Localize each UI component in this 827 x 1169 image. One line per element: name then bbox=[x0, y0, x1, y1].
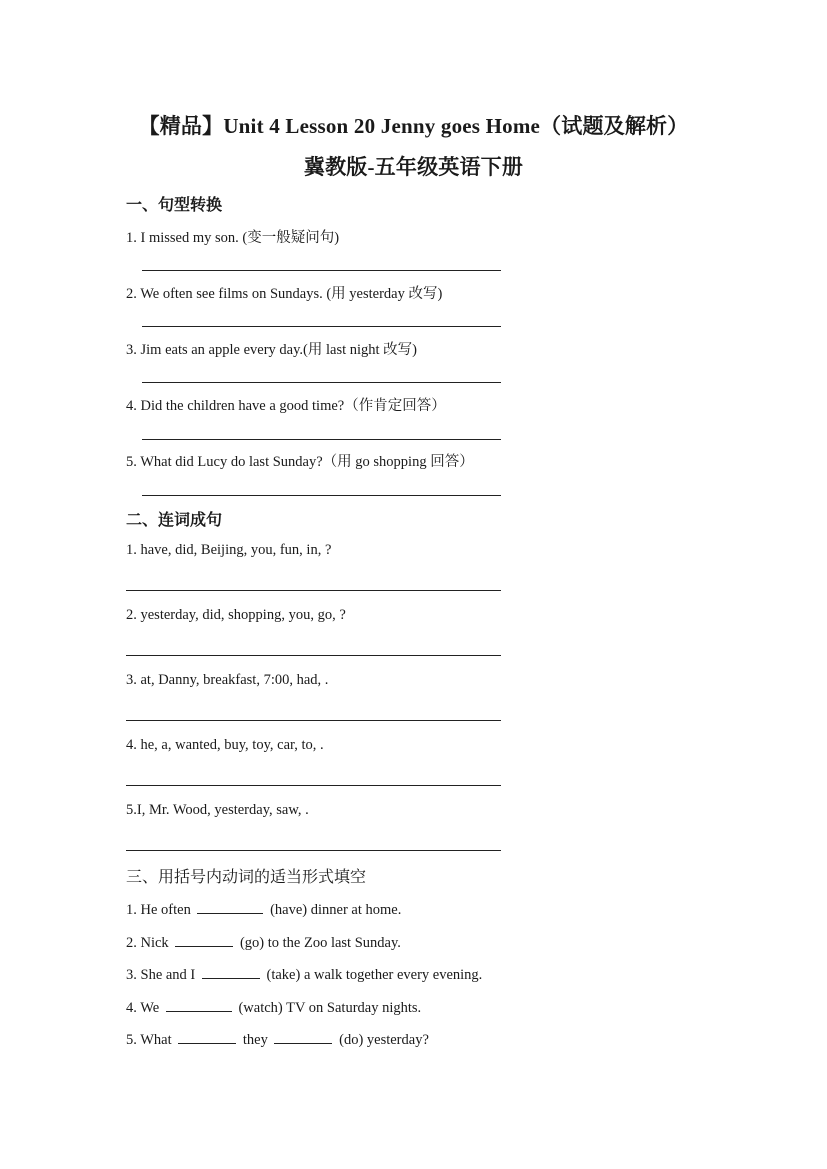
s2-answer-line-1[interactable] bbox=[126, 590, 501, 591]
s1-question-4: 4. Did the children have a good time?（作肯定回答） bbox=[126, 398, 446, 414]
s3-q5-after: (do) yesterday? bbox=[339, 1032, 429, 1048]
s3-q2-after: (go) to the Zoo last Sunday. bbox=[239, 935, 401, 951]
s1-answer-line-3[interactable] bbox=[142, 382, 501, 383]
s3-q5-before: 5. What bbox=[126, 1032, 172, 1048]
s3-question-2 bbox=[126, 932, 401, 952]
s1-question-3: 3. Jim eats an apple every day.(用 last night 改写) bbox=[126, 342, 417, 358]
s2-question-5: 5.I, Mr. Wood, yesterday, saw, . bbox=[126, 802, 309, 818]
s1-answer-line-5[interactable] bbox=[142, 495, 501, 496]
s2-question-3: 3. at, Danny, breakfast, 7:00, had, . bbox=[126, 672, 329, 688]
section1-heading: 一、句型转换 bbox=[126, 195, 223, 214]
s1-answer-line-2[interactable] bbox=[142, 326, 501, 327]
s3-q5-blank-2[interactable] bbox=[274, 1029, 332, 1044]
s2-answer-line-4[interactable] bbox=[126, 785, 501, 786]
s3-q4-blank[interactable] bbox=[166, 997, 232, 1012]
s2-question-2: 2. yesterday, did, shopping, you, go, ? bbox=[126, 607, 346, 623]
s3-q1-blank[interactable] bbox=[197, 899, 263, 914]
document-title: 【精品】Unit 4 Lesson 20 Jenny goes Home（试题及解析） bbox=[138, 114, 689, 138]
s3-q5-middle: they bbox=[242, 1032, 268, 1048]
s3-q4-after: (watch) TV on Saturday nights. bbox=[238, 1000, 422, 1016]
s1-question-5: 5. What did Lucy do last Sunday?（用 go shopping 回答） bbox=[126, 454, 474, 470]
s3-q3-blank[interactable] bbox=[202, 964, 260, 979]
s3-q3-before: 3. She and I bbox=[126, 967, 196, 983]
s3-question-4 bbox=[126, 997, 421, 1017]
s3-question-1 bbox=[126, 899, 401, 919]
section3-heading: 三、用括号内动词的适当形式填空 bbox=[126, 867, 367, 886]
s3-q2-blank[interactable] bbox=[175, 932, 233, 947]
s3-q1-before: 1. He often bbox=[126, 902, 191, 918]
s3-question-5 bbox=[126, 1029, 429, 1049]
s1-question-1: 1. I missed my son. (变一般疑问句) bbox=[126, 230, 340, 246]
s2-answer-line-3[interactable] bbox=[126, 720, 501, 721]
s3-q3-after: (take) a walk together every evening. bbox=[266, 967, 483, 983]
s3-question-3 bbox=[126, 964, 482, 984]
s1-answer-line-4[interactable] bbox=[142, 439, 501, 440]
s2-question-4: 4. he, a, wanted, buy, toy, car, to, . bbox=[126, 737, 324, 753]
s2-question-1: 1. have, did, Beijing, you, fun, in, ? bbox=[126, 542, 332, 558]
s2-answer-line-5[interactable] bbox=[126, 850, 501, 851]
section2-heading: 二、连词成句 bbox=[126, 510, 223, 529]
document-subtitle: 冀教版-五年级英语下册 bbox=[303, 155, 524, 179]
s1-answer-line-1[interactable] bbox=[142, 270, 501, 271]
s2-answer-line-2[interactable] bbox=[126, 655, 501, 656]
s3-q2-before: 2. Nick bbox=[126, 935, 169, 951]
s1-question-2: 2. We often see films on Sundays. (用 yesterday 改写) bbox=[126, 286, 443, 302]
s3-q5-blank-1[interactable] bbox=[178, 1029, 236, 1044]
s3-q4-before: 4. We bbox=[126, 1000, 160, 1016]
s3-q1-after: (have) dinner at home. bbox=[270, 902, 402, 918]
